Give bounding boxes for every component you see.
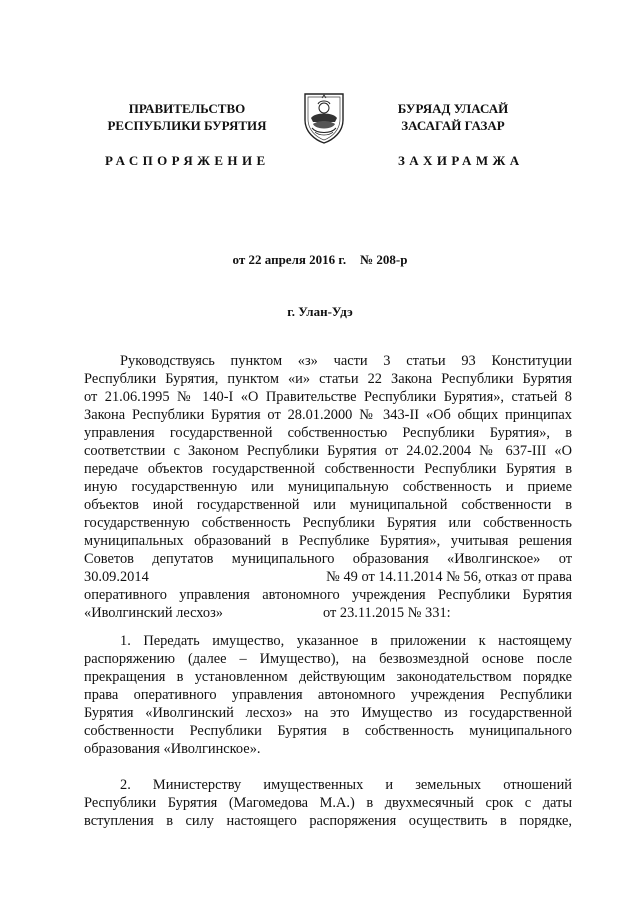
text-line: от 21.06.1995 № 140-I «О Правительстве Республики Бурятия», статьей 8 <box>84 389 572 405</box>
header-left-line-2: РЕСПУБЛИКИ БУРЯТИЯ <box>107 118 267 133</box>
text-line: образования «Иволгинское». <box>84 741 261 757</box>
text-segment: от 23.11.2015 № 331: <box>323 605 451 621</box>
text-line: прекращения в установленном действующим законодательством порядке <box>84 669 572 685</box>
date-number-line <box>0 252 640 268</box>
header-right-line-2: ЗАСАГАЙ ГАЗАР <box>401 118 505 133</box>
header-right-authority <box>358 100 548 134</box>
text-line: объектов иной государственной или муниципальной собственности в <box>84 497 572 513</box>
text-segment: № 49 от 14.11.2014 № 56, отказ от права <box>326 569 572 585</box>
text-segment: 30.09.2014 <box>84 569 149 585</box>
text-line: управления государственной собственностью Республики Бурятия», в <box>84 425 572 441</box>
text-line: государственную собственность Республики Бурятия или собственность <box>84 515 572 531</box>
text-line: 1. Передать имущество, указанное в приложении к настоящему <box>120 633 572 649</box>
header-left-authority <box>92 100 282 134</box>
city: г. Улан-Удэ <box>287 304 353 319</box>
text-line: муниципальных образований в Республике Бурятия», учитывая решения <box>84 533 572 549</box>
text-line: собственности Республики Бурятия в собственность муниципального <box>84 723 572 739</box>
header-left-line-1: ПРАВИТЕЛЬСТВО <box>128 101 246 116</box>
text-line: распоряжению (далее – Имущество), на безвозмездной основе после <box>84 651 572 667</box>
text-line: Республики Бурятия, пунктом «и» статьи 22 Закона Республики Бурятия <box>84 371 572 387</box>
text-line <box>84 604 572 622</box>
header-right-line-1: БУРЯАД УЛАСАЙ <box>397 101 509 116</box>
paragraph-preamble <box>84 352 572 622</box>
text-line: вступления в силу настоящего распоряжения осуществить в порядке, <box>84 813 572 829</box>
buryatia-coat-of-arms-icon <box>299 90 349 144</box>
document-number: № 208-р <box>360 252 408 267</box>
text-line: Бурятия «Иволгинский лесхоз» на это Имущество из государственной <box>84 705 572 721</box>
doc-type-right: ЗАХИРАМЖА <box>398 153 524 168</box>
text-line: оперативного управления автономного учреждения Республики Бурятия <box>84 587 572 603</box>
text-segment: «Иволгинский лесхоз» <box>84 605 224 621</box>
paragraph-item-1 <box>84 632 572 758</box>
document-date: от 22 апреля 2016 г. <box>232 252 347 267</box>
text-line <box>84 568 572 586</box>
paragraph-item-2 <box>84 776 572 830</box>
text-line: передаче объектов государственной собственности Республики Бурятия в <box>84 461 572 477</box>
text-line: Закона Республики Бурятия от 28.01.2000 № 343-II «Об общих принципах <box>84 407 572 423</box>
text-line: Республики Бурятия (Магомедова М.А.) в двухмесячный срок с даты <box>84 795 572 811</box>
text-line: 2. Министерству имущественных и земельных отношений <box>120 777 572 793</box>
doc-type-left: РАСПОРЯЖЕНИЕ <box>105 153 270 168</box>
text-line: Руководствуясь пунктом «з» части 3 статьи 93 Конституции <box>120 353 572 369</box>
text-line: права оперативного управления автономного учреждения Республики <box>84 687 572 703</box>
text-line: Советов депутатов муниципального образования «Иволгинское» от <box>84 551 572 567</box>
text-line: соответствии с Законом Республики Бурятия от 24.02.2004 № 637-III «О <box>84 443 572 459</box>
text-line: иную государственную или муниципальную собственность и приеме <box>84 479 572 495</box>
